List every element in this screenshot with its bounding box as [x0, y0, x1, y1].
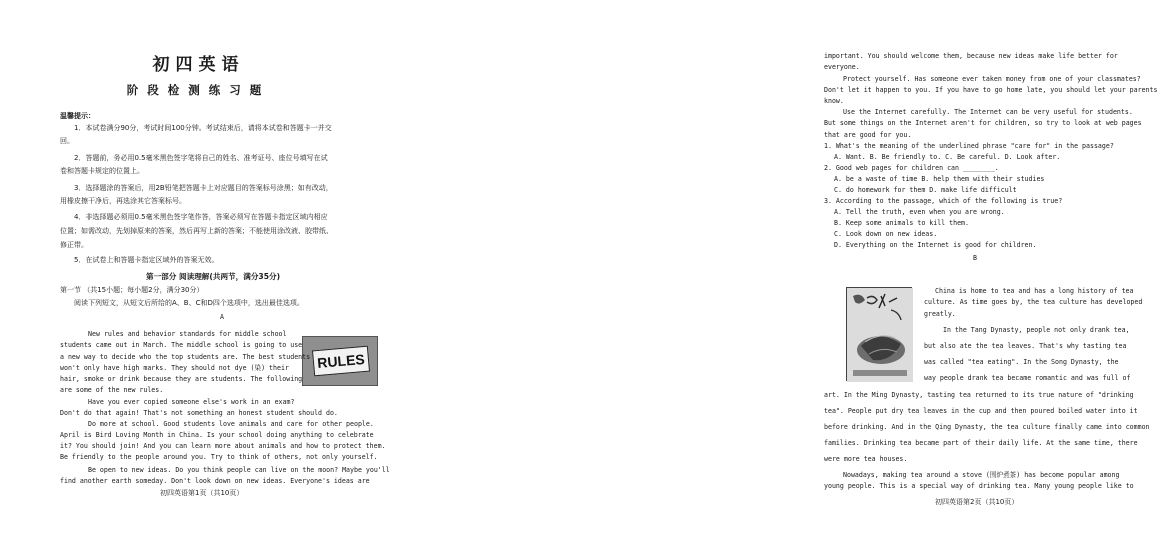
passage-line: Protect yourself. Has someone ever taken money from one of your classmates? — [843, 75, 1141, 83]
passage-line: won't only have high marks. They should not dye (染) their — [60, 364, 289, 372]
question-option: C. Look down on new ideas. — [834, 230, 938, 238]
question-options: A. be a waste of time B. help them with their studies — [834, 175, 1045, 183]
passage-line: important. You should welcome them, because new ideas make life better for — [824, 52, 1118, 60]
passage-line: way people drank tea became romantic and was full of — [924, 374, 1131, 382]
passage-line: everyone. — [824, 63, 860, 71]
passage-line: But some things on the Internet aren't for children, so try to look at web pages — [824, 119, 1142, 127]
tip-line: 回。 — [60, 137, 74, 145]
question: 1. What's the meaning of the underlined phrase "care for" in the passage? — [824, 142, 1114, 150]
passage-line: families. Drinking tea became part of their daily life. At the same time, there — [824, 439, 1138, 447]
passage-a-label: A — [220, 313, 224, 321]
passage-line: China is home to tea and has a long history of tea — [935, 287, 1134, 295]
passage-line: that are good for you. — [824, 131, 912, 139]
passage-line: before drinking. And in the Qing Dynasty, the tea culture finally came into common — [824, 423, 1150, 431]
tea-image — [846, 287, 912, 381]
passage-line: Be friendly to the people around you. Try to think of others, not only yourself. — [60, 453, 378, 461]
question-option: B. Keep some animals to kill them. — [834, 219, 969, 227]
passage-b-label: B — [973, 254, 977, 262]
passage-line: New rules and behavior standards for middle school — [88, 330, 287, 338]
passage-line: but also ate the tea leaves. That's why tasting tea — [924, 342, 1127, 350]
passage-line: April is Bird Loving Month in China. Is your school doing anything to celebrate — [60, 431, 374, 439]
tip-line: 用橡皮擦干净后，再选涂其它答案标号。 — [60, 197, 186, 205]
passage-line: it? You should join! And you can learn more about animals and how to protect them. — [60, 442, 386, 450]
question-option: A. Tell the truth, even when you are wrong. — [834, 208, 1005, 216]
tips-heading: 温馨提示： — [60, 112, 95, 120]
question-options: A. Want. B. Be friendly to. C. Be careful. D. Look after. — [834, 153, 1061, 161]
question: 2. Good web pages for children can ________. — [824, 164, 999, 172]
passage-line: tea". People put dry tea leaves in the cup and then poured boiled water into it — [824, 407, 1138, 415]
rules-sign: RULES — [312, 346, 370, 377]
passage-line: was called "tea eating". In the Song Dynasty, the — [924, 358, 1119, 366]
exam-title: 初四英语 — [152, 55, 245, 75]
passage-line: know. — [824, 97, 844, 105]
question: 3. According to the passage, which of the following is true? — [824, 197, 1063, 205]
page-footer: 初四英语第1页（共10页） — [160, 489, 244, 497]
passage-line: were more tea houses. — [824, 455, 908, 463]
instructions: 阅读下列短文，从短文后所给的A、B、C和D四个选项中，选出最佳选项。 — [74, 299, 304, 307]
passage-line: find another earth someday. Don't look down on new ideas. Everyone's ideas are — [60, 477, 370, 485]
tip-line: 3．选择题涂的答案后，用2B铅笔把答题卡上对应题目的答案标号涂黑；如有改动， — [74, 184, 333, 192]
passage-line: Don't let it happen to you. If you have to go home late, you should let your parents — [824, 86, 1157, 94]
rules-image — [302, 336, 378, 386]
tip-line: 位置；如需改动，先划掉原来的答案，然后再写上新的答案；不能使用涂改液、胶带纸、 — [60, 227, 333, 235]
passage-line: are some of the new rules. — [60, 386, 164, 394]
passage-line: greatly. — [924, 310, 956, 318]
section1-heading: 第一节 （共15小题；每小题2分，满分30分） — [60, 286, 204, 294]
tip-line: 1．本试卷满分90分，考试时间100分钟。考试结束后，请将本试卷和答题卡一并交 — [74, 124, 332, 132]
left-page — [0, 0, 397, 543]
passage-line: hair, smoke or drink because they are students. The following — [60, 375, 303, 383]
passage-line: students came out in March. The middle school is going to use — [60, 341, 303, 349]
passage-line: Use the Internet carefully. The Internet can be very useful for students. — [843, 108, 1133, 116]
passage-line: art. In the Ming Dynasty, tasting tea returned to its true nature of "drinking — [824, 391, 1134, 399]
passage-line: culture. As time goes by, the tea culture has developed — [924, 298, 1143, 306]
passage-line: a new way to decide who the top students are. The best students — [60, 353, 311, 361]
passage-line: Have you ever copied someone else's work in an exam? — [88, 398, 295, 406]
passage-line: In the Tang Dynasty, people not only drank tea, — [943, 326, 1130, 334]
passage-line: Be open to new ideas. Do you think people can live on the moon? Maybe you'll — [88, 466, 390, 474]
tip-line: 卷和答题卡规定的位置上。 — [60, 167, 144, 175]
tip-line: 5．在试卷上和答题卡指定区域外的答案无效。 — [74, 256, 219, 264]
passage-line: Do more at school. Good students love animals and care for other people. — [88, 420, 374, 428]
part1-heading: 第一部分 阅读理解(共两节，满分35分) — [146, 272, 281, 281]
passage-line: Don't do that again! That's not something an honest student should do. — [60, 409, 338, 417]
page-footer: 初四英语第2页（共10页） — [935, 498, 1019, 506]
exam-subtitle: 阶段检测练习题 — [126, 83, 271, 97]
tip-line: 2．答题前，务必用0.5毫米黑色签字笔将自己的姓名、准考证号、座位号填写在试 — [74, 154, 328, 162]
question-options: C. do homework for them D. make life difficult — [834, 186, 1017, 194]
tea-illustration — [847, 288, 913, 382]
passage-line: Nowadays, making tea around a stove (围炉煮茶) has become popular among — [843, 471, 1120, 479]
passage-line: young people. This is a special way of drinking tea. Many young people like to — [824, 482, 1134, 490]
tip-line: 4．非选择题必须用0.5毫米黑色签字笔作答，答案必须写在答题卡指定区域内相应 — [74, 213, 328, 221]
question-option: D. Everything on the Internet is good for children. — [834, 241, 1037, 249]
right-page — [397, 0, 1157, 543]
tip-line: 修正带。 — [60, 241, 88, 249]
